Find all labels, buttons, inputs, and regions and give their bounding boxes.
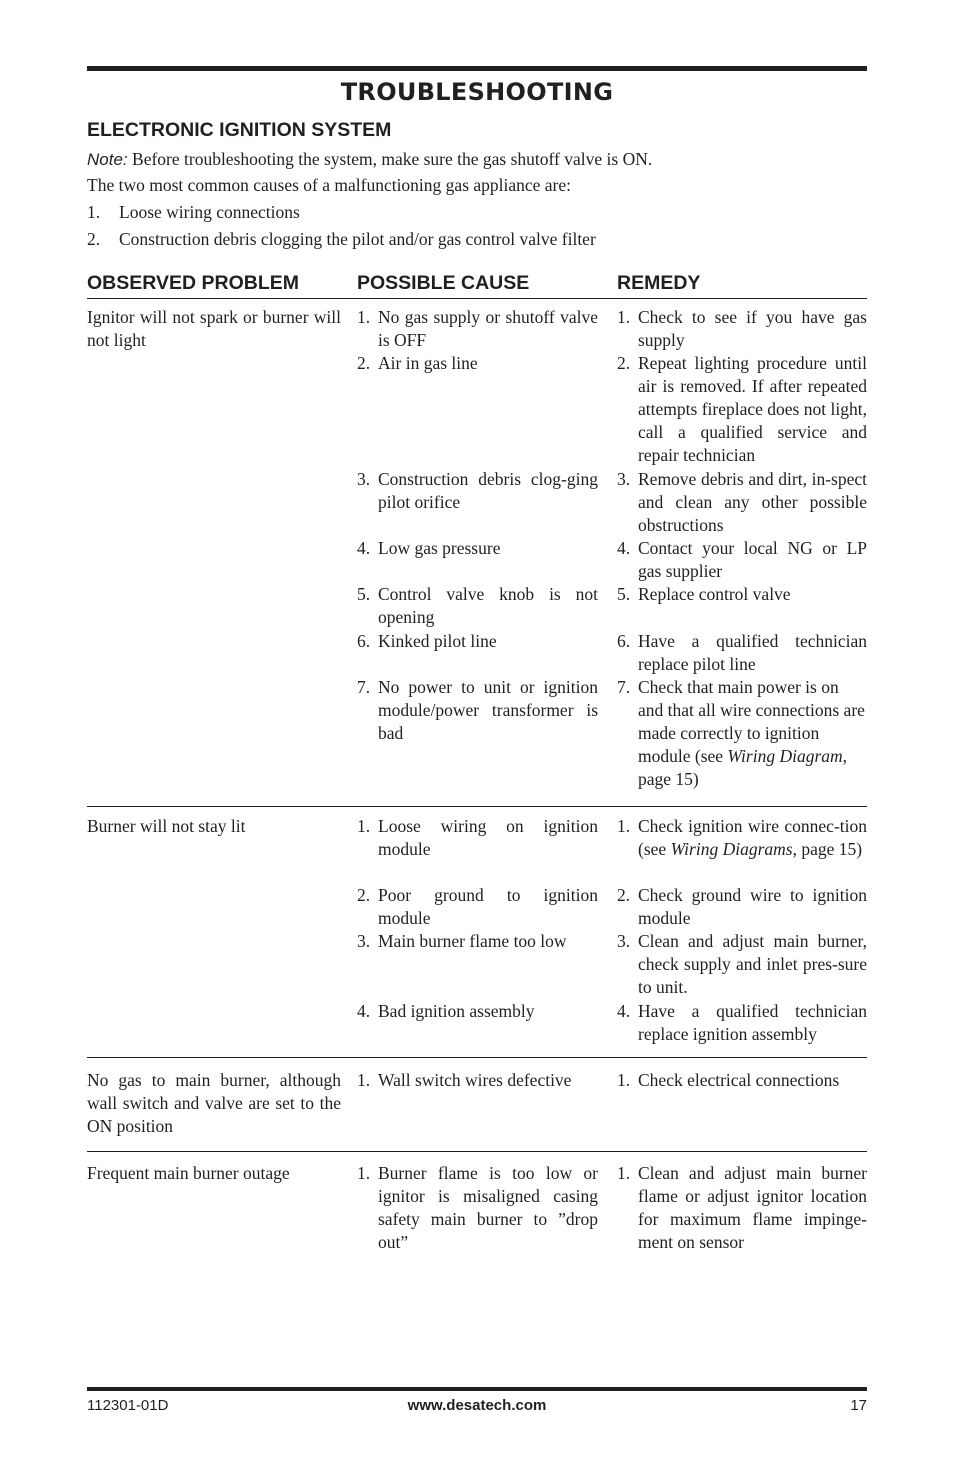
cause-text: Control valve knob is not opening (378, 584, 598, 627)
remedy-text-part: , page 15) (792, 839, 863, 859)
column-header-problem: OBSERVED PROBLEM (87, 272, 300, 294)
remedy-text-part: Check that main power is on and that all wire connections are made correctly to ignition module (see (638, 677, 865, 766)
remedy-item (617, 1069, 867, 1092)
cause-text: Loose wiring on ignition module (378, 816, 598, 859)
column-header-cause: POSSIBLE CAUSE (357, 272, 530, 294)
cause-item (357, 537, 598, 560)
cause-text: No power to unit or ignition module/power transformer is bad (378, 677, 598, 743)
cause-text: Burner flame is too low or ignitor is misaligned casing safety main burner to ”drop out” (378, 1163, 598, 1252)
intro-paragraph: The two most common causes of a malfunctioning gas appliance are: (87, 175, 572, 195)
cause-text: Low gas pressure (378, 538, 501, 558)
cause-number: 7. (357, 677, 371, 697)
observed-problem: Frequent main burner outage (87, 1163, 290, 1183)
remedy-item (617, 630, 867, 676)
top-rule (87, 66, 867, 71)
bottom-rule (87, 1387, 867, 1391)
remedy-text: Repeat lighting procedure until air is removed. If after repeated attempts fireplace does not light, call a qualified service and repair technician (638, 353, 867, 465)
cause-number: 2. (357, 885, 371, 905)
cause-number: 1. (357, 1163, 371, 1183)
cause-number: 6. (357, 631, 371, 651)
cause-item (357, 306, 598, 352)
header-rule (87, 298, 867, 299)
cause-number: 3. (357, 931, 371, 951)
intro-list-item (87, 201, 867, 224)
cause-item (357, 468, 598, 514)
remedy-item (617, 676, 867, 791)
note-text: Before troubleshooting the system, make sure the gas shutoff valve is ON. (127, 149, 653, 169)
cause-text: Main burner flame too low (378, 931, 567, 951)
remedy-number: 4. (617, 538, 631, 558)
remedy-item (617, 930, 867, 999)
cause-number: 1. (357, 816, 371, 836)
remedy-number: 2. (617, 353, 631, 373)
cause-number: 4. (357, 1001, 371, 1021)
cause-item (357, 676, 598, 745)
observed-problem: No gas to main burner, although wall switch and valve are set to the ON position (87, 1070, 341, 1136)
cause-text: Air in gas line (378, 353, 478, 373)
remedy-text: Clean and adjust main burner, check supply and inlet pres-sure to unit. (638, 931, 867, 997)
cause-number: 3. (357, 469, 371, 489)
cause-item (357, 1069, 598, 1092)
remedy-text: Contact your local NG or LP gas supplier (638, 538, 867, 581)
remedy-text-part: , page 15) (638, 746, 848, 789)
remedy-text: Check electrical connections (638, 1070, 840, 1090)
remedy-text: Remove debris and dirt, in-spect and clean any other possible obstructions (638, 469, 867, 535)
remedy-number: 4. (617, 1001, 631, 1021)
remedy-text-part: Check ignition wire connec-tion (see (638, 816, 867, 859)
list-number: 1. (87, 202, 101, 222)
section-rule (87, 806, 867, 807)
cause-number: 4. (357, 538, 371, 558)
cause-number: 1. (357, 1070, 371, 1090)
remedy-text: Check ground wire to ignition module (638, 885, 867, 928)
remedy-number: 5. (617, 584, 631, 604)
note-paragraph (87, 148, 867, 171)
remedy-item (617, 352, 867, 467)
list-text: Loose wiring connections (119, 202, 300, 222)
remedy-item (617, 306, 867, 352)
section-rule (87, 1151, 867, 1152)
website-link[interactable]: www.desatech.com (407, 1397, 547, 1414)
remedy-item (617, 1162, 867, 1254)
column-header-remedy: REMEDY (617, 272, 701, 294)
section-rule (87, 1057, 867, 1058)
note-label: Note: (87, 150, 128, 169)
cause-item (357, 1162, 598, 1254)
cause-text: Poor ground to ignition module (378, 885, 598, 928)
cause-text: Kinked pilot line (378, 631, 497, 651)
cause-number: 1. (357, 307, 371, 327)
cause-number: 5. (357, 584, 371, 604)
observed-problem: Ignitor will not spark or burner will not light (87, 307, 341, 350)
remedy-item (617, 1000, 867, 1046)
cause-item (357, 884, 598, 930)
remedy-number: 6. (617, 631, 631, 651)
cause-item (357, 352, 598, 375)
remedy-text (638, 815, 867, 861)
section-heading: ELECTRONIC IGNITION SYSTEM (87, 119, 392, 141)
remedy-text (638, 676, 867, 791)
remedy-text: Have a qualified technician replace ignition assembly (638, 1001, 867, 1044)
cause-item (357, 1000, 598, 1023)
remedy-item (617, 815, 867, 861)
cause-item (357, 583, 598, 629)
list-text: Construction debris clogging the pilot and/or gas control valve filter (119, 229, 596, 249)
remedy-text: Have a qualified technician replace pilot line (638, 631, 867, 674)
cause-number: 2. (357, 353, 371, 373)
cause-text: No gas supply or shutoff valve is OFF (378, 307, 598, 350)
intro-list-item (87, 228, 867, 251)
page-number: 17 (850, 1397, 867, 1414)
cause-text: Bad ignition assembly (378, 1001, 535, 1021)
remedy-number: 3. (617, 931, 631, 951)
page-title: TROUBLESHOOTING (340, 78, 614, 106)
observed-problem: Burner will not stay lit (87, 816, 246, 836)
remedy-item (617, 537, 867, 583)
cause-item (357, 815, 598, 861)
remedy-number: 3. (617, 469, 631, 489)
remedy-number: 2. (617, 885, 631, 905)
remedy-number: 1. (617, 1163, 631, 1183)
remedy-text-italic: Wiring Diagram (727, 746, 843, 766)
manual-page (87, 0, 867, 1475)
cause-item (357, 930, 598, 953)
remedy-number: 1. (617, 307, 631, 327)
remedy-number: 1. (617, 816, 631, 836)
remedy-text-italic: Wiring Diagrams (670, 839, 793, 859)
remedy-item (617, 583, 867, 606)
remedy-number: 7. (617, 677, 631, 697)
cause-item (357, 630, 598, 653)
cause-text: Construction debris clog-ging pilot orifice (378, 469, 598, 512)
remedy-text: Check to see if you have gas supply (638, 307, 867, 350)
remedy-text: Replace control valve (638, 584, 791, 604)
remedy-item (617, 884, 867, 930)
remedy-item (617, 468, 867, 537)
document-number: 112301-01D (87, 1397, 169, 1414)
cause-text: Wall switch wires defective (378, 1070, 572, 1090)
remedy-number: 1. (617, 1070, 631, 1090)
list-number: 2. (87, 229, 101, 249)
remedy-text: Clean and adjust main burner flame or adjust ignitor location for maximum flame impinge-ment on sensor (638, 1163, 867, 1252)
